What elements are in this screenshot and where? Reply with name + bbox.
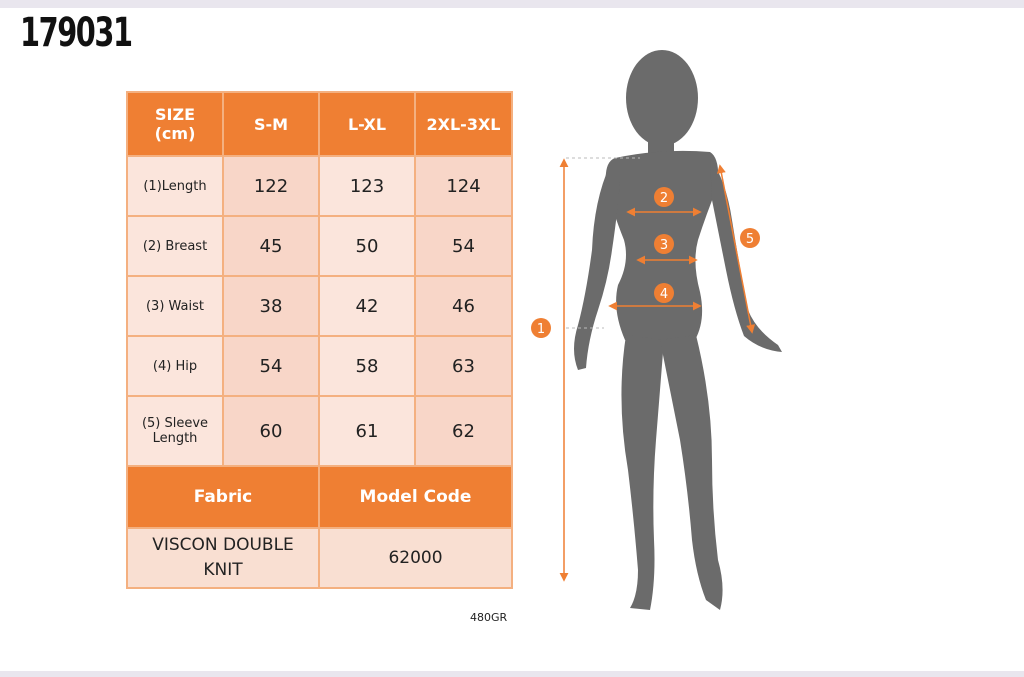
table-row	[127, 396, 512, 466]
cell-value: 46	[415, 276, 512, 336]
marker-badge-3	[654, 234, 674, 254]
size-table	[126, 91, 513, 589]
header-s-m: S-M	[223, 92, 319, 156]
silhouette-figure	[574, 50, 782, 610]
row-label: (3) Waist	[127, 276, 223, 336]
header-size-line1: SIZE	[154, 105, 195, 124]
table-row	[127, 156, 512, 216]
body-silhouette-diagram	[520, 40, 820, 630]
top-border	[0, 0, 1024, 8]
marker-badge-4	[654, 283, 674, 303]
cell-value: 42	[319, 276, 415, 336]
fabric-weight: 480GR	[470, 611, 508, 624]
svg-text:5: 5	[745, 232, 755, 247]
header-l-xl: L-XL	[319, 92, 415, 156]
fabric-value	[127, 528, 319, 588]
cell-value: 50	[319, 216, 415, 276]
fabric-row	[127, 528, 512, 588]
cell-value: 60	[223, 396, 319, 466]
svg-text:2: 2	[659, 191, 669, 206]
fabric-value-line2: KNIT	[203, 560, 243, 580]
cell-value: 122	[223, 156, 319, 216]
table-row	[127, 216, 512, 276]
cell-value: 123	[319, 156, 415, 216]
row-label: (4) Hip	[127, 336, 223, 396]
row-label-line1: (5) Sleeve	[141, 416, 209, 431]
cell-value: 45	[223, 216, 319, 276]
svg-text:4: 4	[659, 287, 669, 302]
bottom-border	[0, 671, 1024, 677]
fabric-header-row	[127, 466, 512, 528]
cell-value: 63	[415, 336, 512, 396]
cell-value: 61	[319, 396, 415, 466]
header-size	[127, 92, 223, 156]
table-row	[127, 336, 512, 396]
row-label: (2) Breast	[127, 216, 223, 276]
cell-value: 62	[415, 396, 512, 466]
table-header-row	[127, 92, 512, 156]
row-label: (1)Length	[127, 156, 223, 216]
cell-value: 58	[319, 336, 415, 396]
fabric-value-line1: VISCON DOUBLE	[152, 535, 294, 555]
marker-badge-1	[531, 318, 551, 338]
cell-value: 54	[223, 336, 319, 396]
row-label-line2: Length	[152, 431, 198, 446]
marker-badge-5	[740, 228, 760, 248]
cell-value: 124	[415, 156, 512, 216]
product-code: 179031	[20, 10, 132, 56]
header-size-line2: (cm)	[154, 124, 196, 143]
table-row	[127, 276, 512, 336]
svg-text:3: 3	[659, 238, 669, 253]
fabric-header: Fabric	[127, 466, 319, 528]
svg-text:1: 1	[536, 322, 546, 337]
header-2xl-3xl: 2XL-3XL	[415, 92, 512, 156]
model-code-header: Model Code	[319, 466, 512, 528]
model-code-value: 62000	[319, 528, 512, 588]
marker-badge-2	[654, 187, 674, 207]
row-label	[127, 396, 223, 466]
cell-value: 54	[415, 216, 512, 276]
cell-value: 38	[223, 276, 319, 336]
